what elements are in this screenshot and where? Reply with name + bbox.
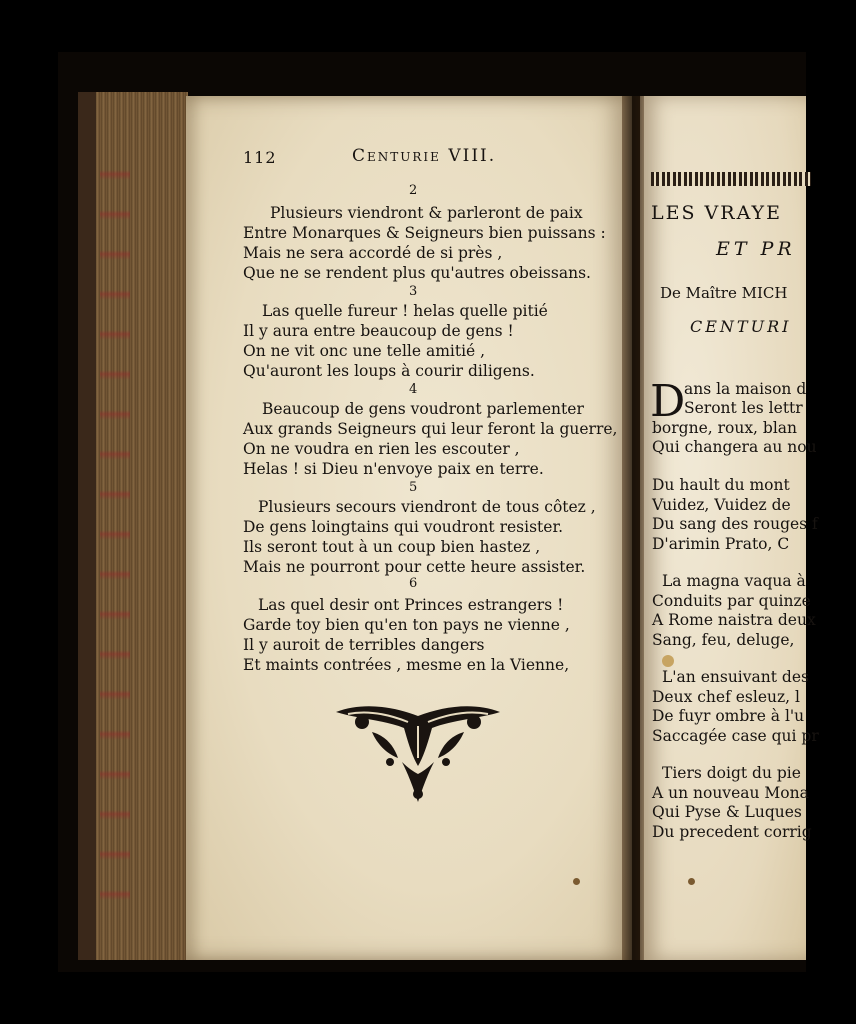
quatrain-number: 6 — [409, 576, 418, 591]
verse-line: A un nouveau Mona — [652, 784, 809, 802]
verse-line: Saccagée case qui pr — [652, 727, 819, 745]
verse-line: Aux grands Seigneurs qui leur feront la guerre, — [243, 420, 618, 438]
drop-cap: D — [650, 376, 686, 427]
verse-line: Seront les lettr — [684, 399, 803, 417]
verse-line: Sang, feu, deluge, — [652, 631, 795, 649]
verse-line: Garde toy bien qu'en ton pays ne vienne , — [243, 616, 570, 634]
verse-line: Qui changera au nou — [652, 438, 817, 456]
verse-line: Plusieurs secours viendront de tous côtez , — [258, 498, 596, 516]
verse-line: Et maints contrées , mesme en la Vienne, — [243, 656, 570, 674]
red-edge-marks — [100, 140, 130, 900]
verse-line: Qui Pyse & Luques — [652, 803, 802, 821]
right-title-line-2: ET PR — [716, 238, 796, 260]
verse-line: De fuyr ombre à l'u — [652, 707, 805, 725]
verse-line: Du precedent corrig — [652, 823, 812, 841]
verse-line: On ne vit onc une telle amitié , — [243, 342, 486, 360]
verse-line: Deux chef esleuz, l — [652, 688, 800, 706]
verse-line: Beaucoup de gens voudront parlementer — [262, 400, 584, 418]
paper-stain — [662, 655, 674, 667]
verse-line: Du sang des rouges f — [652, 515, 818, 533]
verse-line: Qu'auront les loups à courir diligens. — [243, 362, 535, 380]
show-through — [262, 775, 602, 865]
verse-line: Vuidez, Vuidez de — [652, 496, 791, 514]
right-title-line-1: LES VRAYE — [651, 202, 782, 224]
verse-line: Las quelle fureur ! helas quelle pitié — [262, 302, 548, 320]
verse-line: Plusieurs viendront & parleront de paix — [270, 204, 583, 222]
verse-line: De gens loingtains qui voudront resister. — [243, 518, 564, 536]
verse-line: Ils seront tout à un coup bien hastez , — [243, 538, 541, 556]
right-subtitle: De Maître MICH — [660, 284, 788, 302]
verse-line: Du hault du mont — [652, 476, 790, 494]
book-gutter — [622, 96, 644, 960]
verse-line: On ne voudra en rien les escouter , — [243, 440, 520, 458]
verse-line: Tiers doigt du pie — [662, 764, 801, 782]
quatrain-number: 2 — [409, 183, 418, 198]
ornament-band — [651, 172, 811, 186]
verse-line: borgne, roux, blan — [652, 419, 798, 437]
worm-hole — [688, 878, 695, 885]
verse-line: Que ne se rendent plus qu'autres obeissans. — [243, 264, 591, 282]
verse-line: La magna vaqua à — [662, 572, 806, 590]
verse-line: Mais ne sera accordé de si près , — [243, 244, 503, 262]
worm-hole — [573, 878, 580, 885]
book-cover-edge — [78, 92, 96, 960]
running-title: Centurie VIII. — [352, 146, 497, 166]
quatrain-number: 4 — [409, 382, 418, 397]
verse-line: Il y aura entre beaucoup de gens ! — [243, 322, 514, 340]
quatrain-number: 5 — [409, 480, 418, 495]
verse-line: Entre Monarques & Seigneurs bien puissans : — [243, 224, 606, 242]
verse-line: ans la maison d — [684, 380, 807, 398]
right-heading: CENTURI — [690, 317, 792, 336]
verse-line: Conduits par quinze — [652, 592, 811, 610]
quatrain-number: 3 — [409, 284, 418, 299]
page-number: 112 — [243, 148, 277, 167]
verse-line: Il y auroit de terribles dangers — [243, 636, 485, 654]
verse-line: Mais ne pourront pour cette heure assister. — [243, 558, 586, 576]
verse-line: Las quel desir ont Princes estrangers ! — [258, 596, 564, 614]
verse-line: D'arimin Prato, C — [652, 535, 790, 553]
verse-line: Helas ! si Dieu n'envoye paix en terre. — [243, 460, 544, 478]
verse-line: A Rome naistra deux — [652, 611, 816, 629]
verse-line: L'an ensuivant des — [662, 668, 809, 686]
